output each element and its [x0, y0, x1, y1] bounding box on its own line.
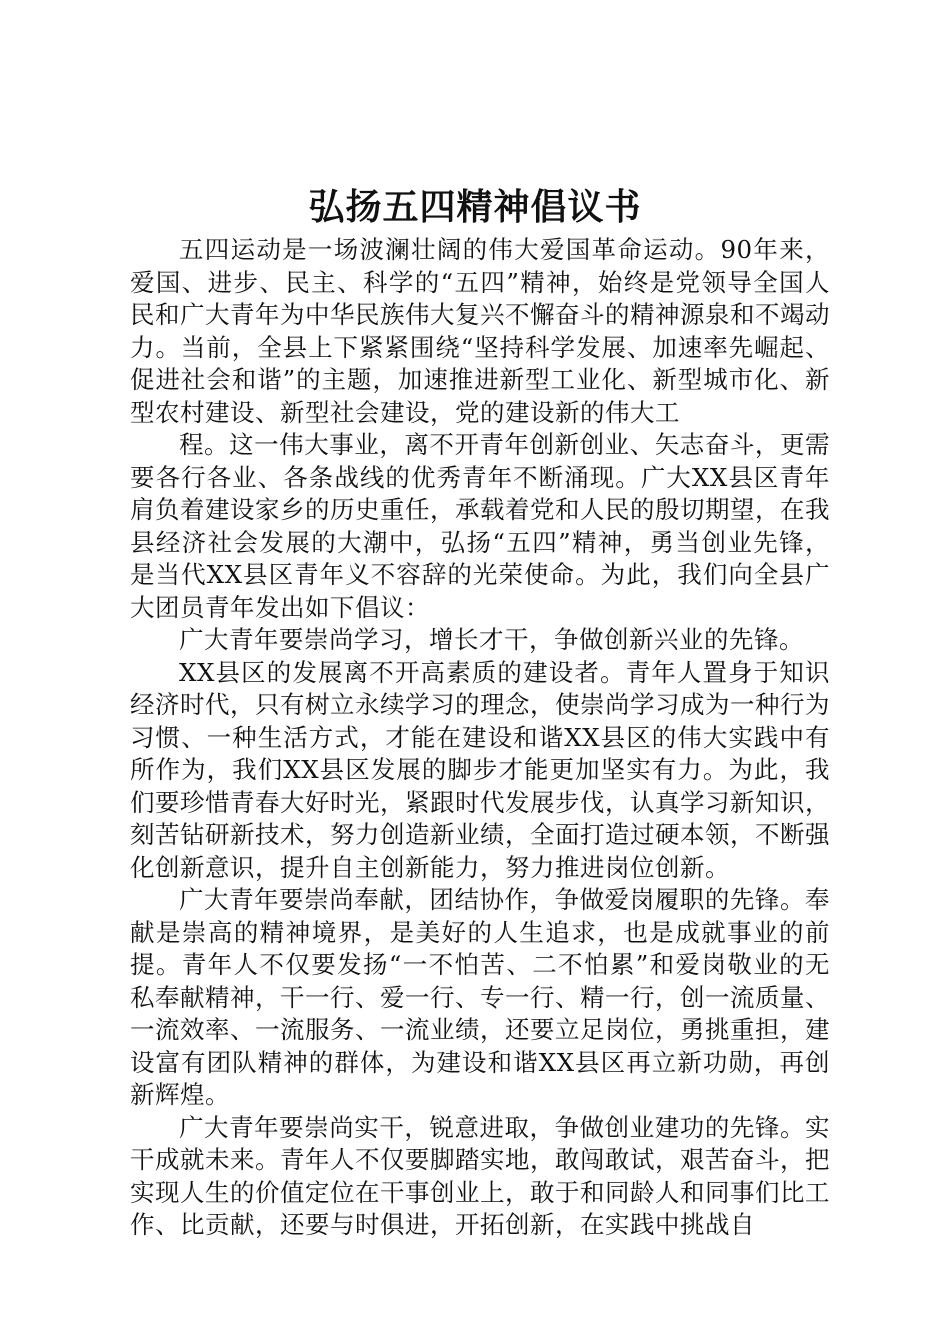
- document-title: 弘扬五四精神倡议书: [308, 187, 642, 228]
- paragraph-proposal-study: XX县区的发展离不开高素质的建设者。青年人置身于知识经济时代，只有树立永续学习的理念，使崇尚学习成为一种行为习惯、一种生活方式，才能在建设和谐XX县区的伟大实践中有所作为，我们XX县区发展的脚步才能更加坚实有力。为此，我们要珍惜青春大好时光，紧跟时代发展步伐，认真学习新知识，刻苦钻研新技术，努力创造新业绩，全面打造过硬本领，不断强化创新意识，提升自主创新能力，努力推进岗位创新。: [130, 657, 830, 882]
- paragraph-intro: 五四运动是一场波澜壮阔的伟大爱国革命运动。90年来，爱国、进步、民主、科学的“五四”精神，始终是党领导全国人民和广大青年为中华民族伟大复兴不懈奋斗的精神源泉和不竭动力。当前，全县上下紧紧围绕“坚持科学发展、加速率先崛起、促进社会和谐”的主题，加速推进新型工业化、新型城市化、新型农村建设、新型社会建设，党的建设新的伟大工: [130, 235, 830, 427]
- paragraph-mission: 程。这一伟大事业，离不开青年创新创业、矢志奋斗，更需要各行各业、各条战线的优秀青年不断涌现。广大XX县区青年肩负着建设家乡的历史重任，承载着党和人民的殷切期望，在我县经济社会发展的大潮中，弘扬“五四”精神，勇当创业先锋，是当代XX县区青年义不容辞的光荣使命。为此，我们向全县广大团员青年发出如下倡议：: [130, 430, 830, 622]
- paragraph-proposal-practice: 广大青年要崇尚实干，锐意进取，争做创业建功的先锋。实干成就未来。青年人不仅要脚踏实地，敢闯敢试，艰苦奋斗，把实现人生的价值定位在干事创业上，敢于和同龄人和同事们比工作、比贡献，还要与时俱进，开拓创新，在实践中挑战自: [130, 1112, 830, 1239]
- paragraph-proposal-study-heading: 广大青年要崇尚学习，增长才干，争做创新兴业的先锋。: [179, 625, 804, 654]
- document-body: [130, 234, 830, 1242]
- paragraph-proposal-dedication: 广大青年要崇尚奉献，团结协作，争做爱岗履职的先锋。奉献是崇高的精神境界，是美好的人生追求，也是成就事业的前提。青年人不仅要发扬“一不怕苦、二不怕累”和爱岗敬业的无私奉献精神，干一行、爱一行、专一行、精一行，创一流质量、一流效率、一流服务、一流业绩，还要立足岗位，勇挑重担，建设富有团队精神的群体，为建设和谐XX县区再立新功勋，再创新辉煌。: [130, 885, 830, 1109]
